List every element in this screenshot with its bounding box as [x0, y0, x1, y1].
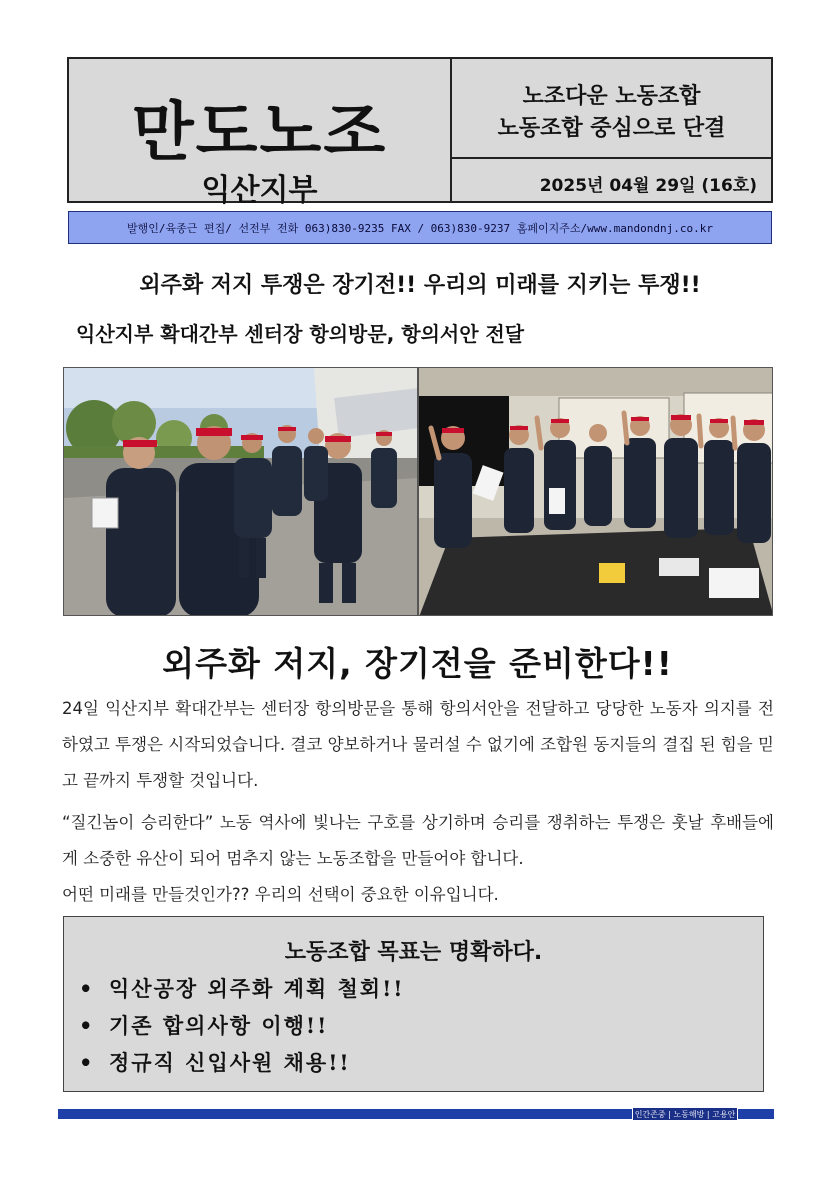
masthead-title-block [69, 59, 452, 208]
photo-protest-office [418, 367, 773, 616]
slogan-box [452, 59, 771, 159]
goal-text: 기존 합의사항 이행!! [109, 1013, 329, 1038]
photo-march-outdoor [63, 367, 418, 616]
goal-item [79, 973, 405, 1003]
article-paragraph-2 [62, 805, 774, 913]
goals-title: 노동조합 목표는 명확하다. [284, 940, 543, 965]
bullet-icon: • [79, 1013, 95, 1038]
march-illustration [64, 368, 418, 616]
article-paragraph-2-line-2: 어떤 미래를 만들것인가?? 우리의 선택이 중요한 이유입니다. [62, 885, 499, 904]
goal-text: 익산공장 외주화 계획 철회!! [109, 976, 405, 1001]
slogan-line-2: 노동조합 중심으로 단결 [497, 116, 726, 141]
bullet-icon: • [79, 976, 95, 1001]
office-protest-illustration [419, 368, 773, 616]
slogan-line-1: 노조다운 노동조합 [522, 84, 701, 109]
goal-item [79, 1010, 328, 1040]
issue-date: 2025년 04월 29일 (16호) [539, 176, 757, 196]
paper-name: 만도노조 [131, 96, 388, 170]
branch-name: 익산지부 [201, 173, 318, 208]
headline: 외주화 저지 투쟁은 장기전!! 우리의 미래를 지키는 투쟁!! [139, 273, 701, 298]
publisher-bar [68, 211, 772, 244]
article-title: 외주화 저지, 장기전을 준비한다!! [162, 644, 673, 683]
bullet-icon: • [79, 1050, 95, 1075]
article-paragraph-2-line-1: “질긴놈이 승리한다” 노동 역사에 빛나는 구호를 상기하며 승리를 쟁취하는 투쟁은 훗날 후배들에게 소중한 유산이 되어 멈추지 않는 노동조합을 만들어야 합니다. [62, 813, 774, 868]
union-goals-box [63, 916, 764, 1092]
subheadline: 익산지부 확대간부 센터장 항의방문, 항의서안 전달 [76, 322, 525, 346]
masthead [67, 57, 773, 208]
article-paragraph-1: 24일 익산지부 확대간부는 센터장 항의방문을 통해 항의서안을 전달하고 당당한 노동자 의지를 전하였고 투쟁은 시작되었습니다. 결코 양보하거나 물러설 수 없기에 조합원 동지들의 결집 된 힘을 믿고 끝까지 투쟁할 것입니다. [62, 699, 774, 790]
publisher-info: 발행인/육종근 편집/ 선전부 전화 063)830-9235 FAX / 063)830-9237 홈페이지주소/www.mandondnj.co.kr [126, 222, 713, 235]
goal-item [79, 1047, 351, 1077]
footer-slogan-tag: 인간존중 | 노동해방 | 고용안정 [632, 1107, 738, 1121]
goal-text: 정규직 신입사원 채용!! [109, 1050, 351, 1075]
